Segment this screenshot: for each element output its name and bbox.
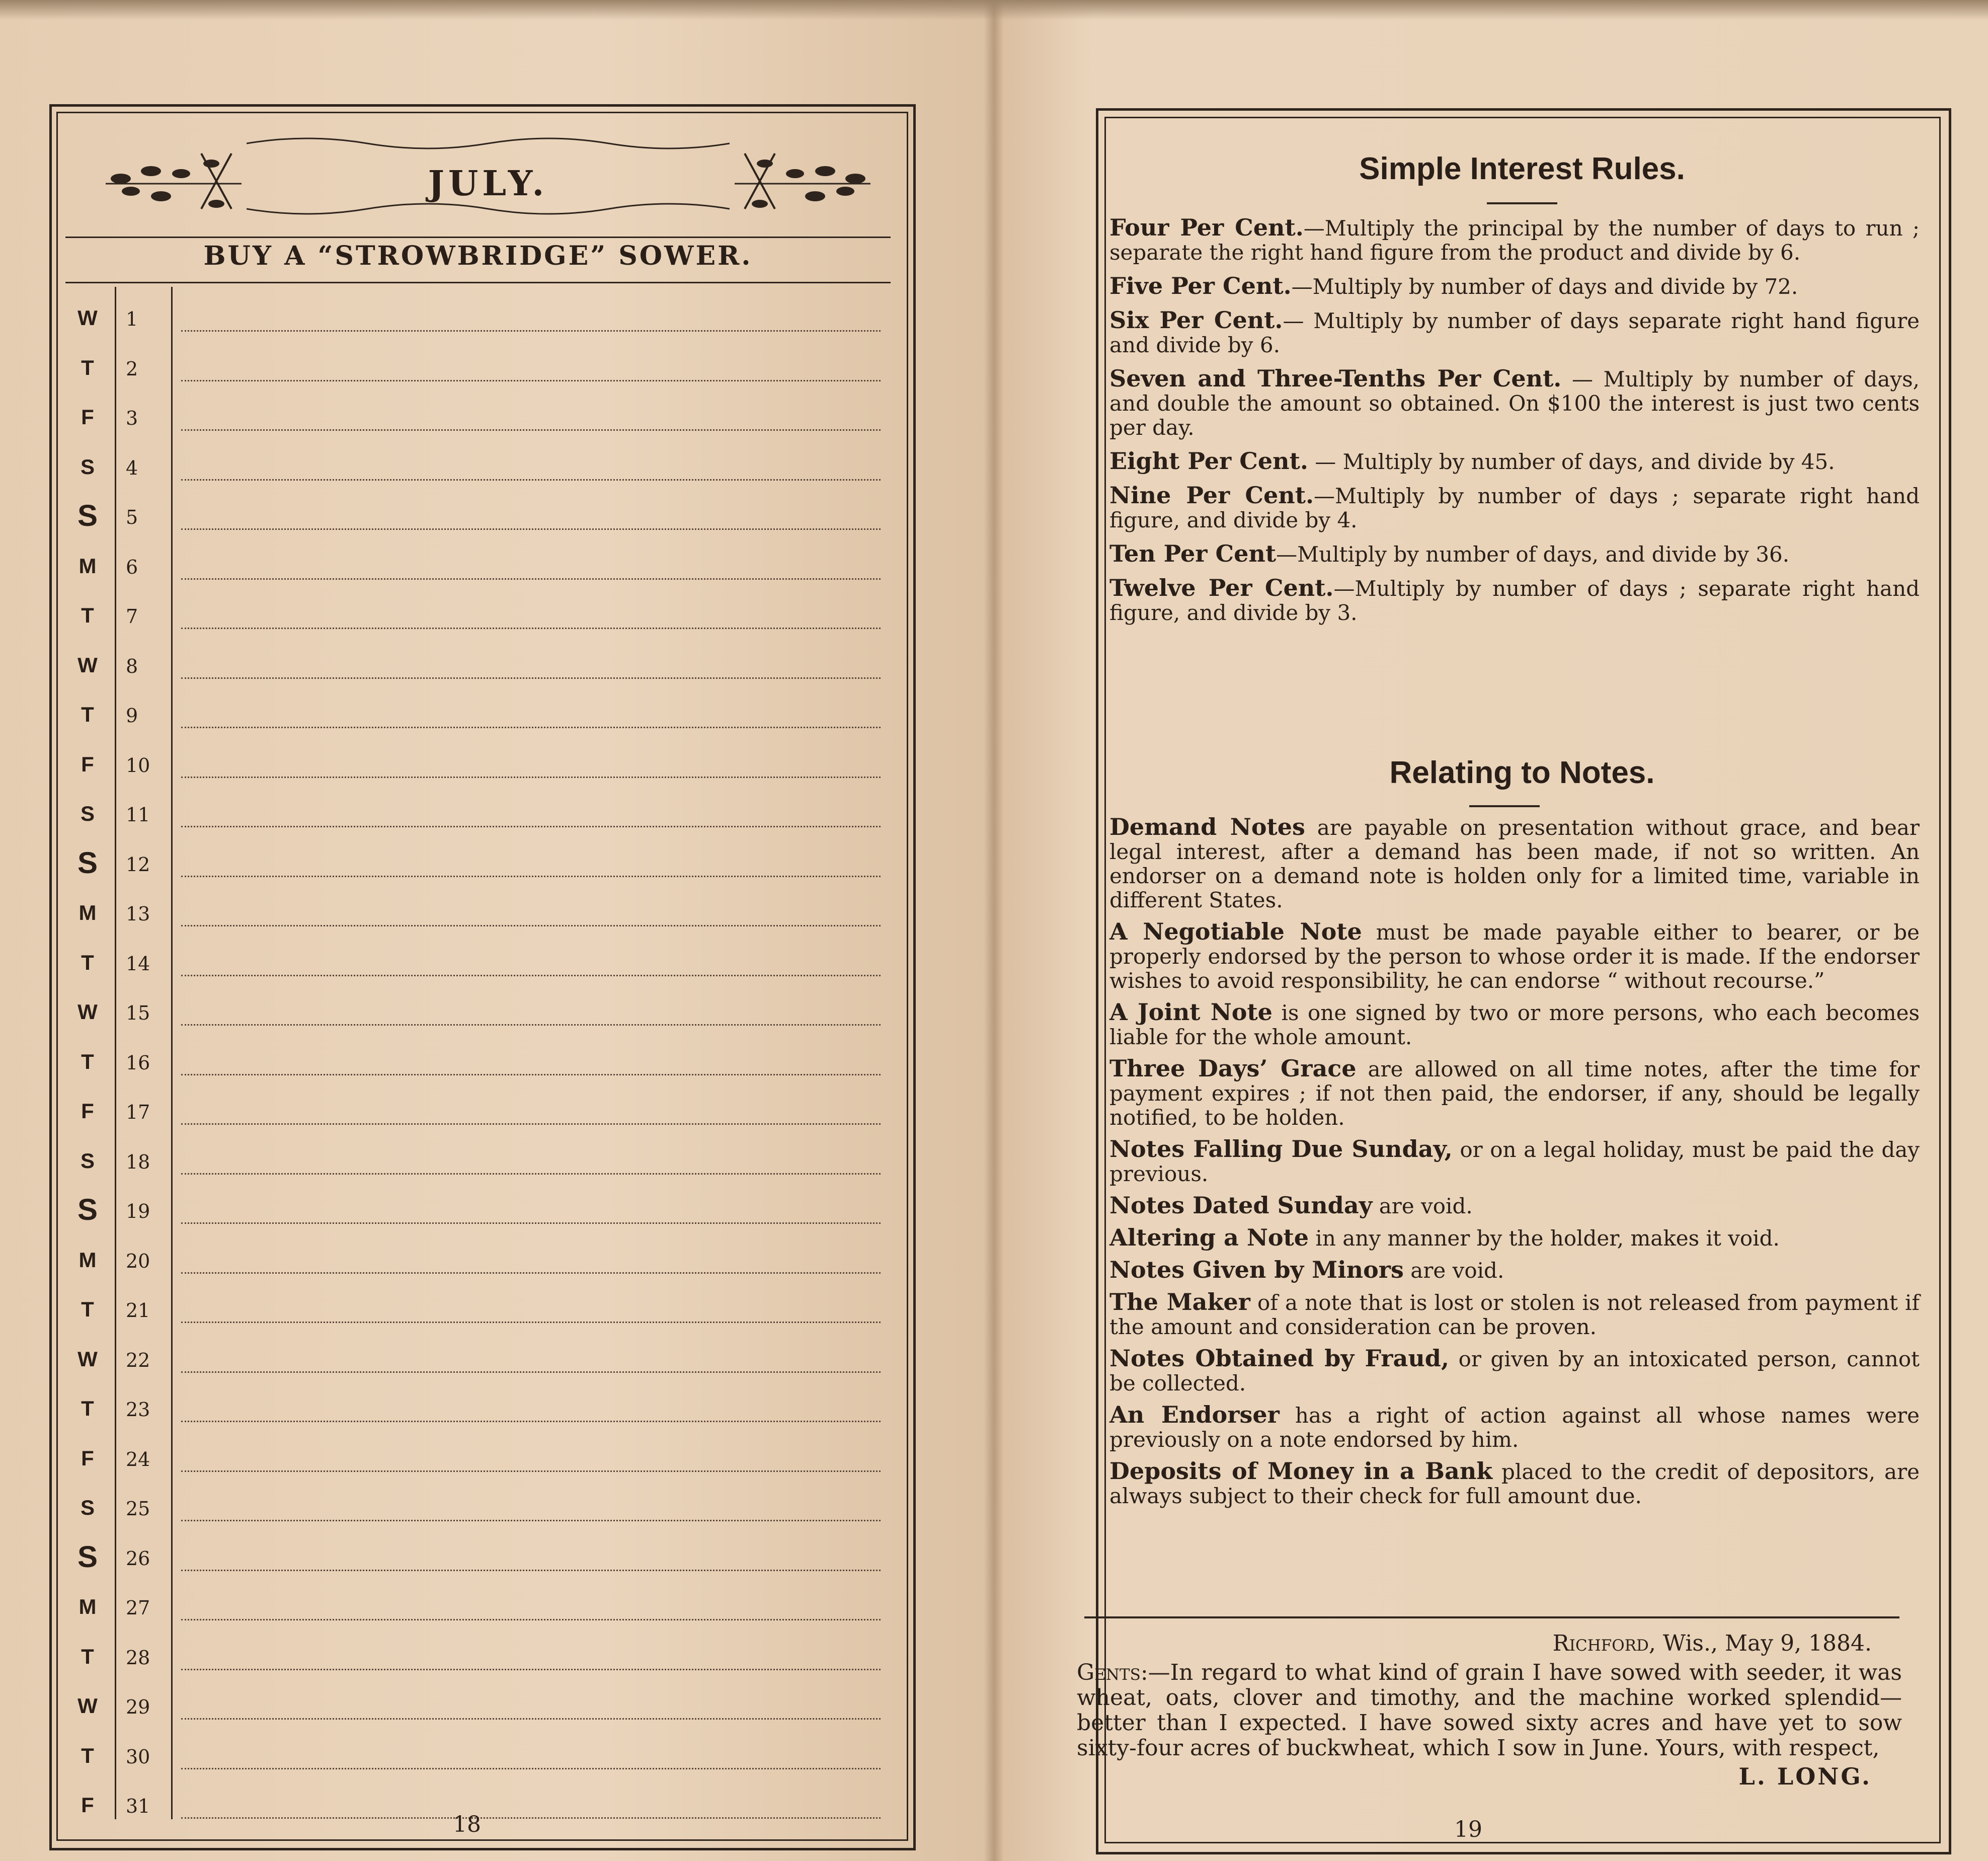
weekday-letter: S xyxy=(80,454,95,479)
weekday-letter: S xyxy=(80,802,95,825)
day-number: 30 xyxy=(126,1745,150,1768)
calendar-row xyxy=(60,495,896,546)
weekday-letter: T xyxy=(81,950,94,974)
entry-line xyxy=(181,429,881,431)
entry-line xyxy=(181,1669,881,1670)
rule-term: Twelve Per Cent. xyxy=(1109,574,1334,601)
note-rule xyxy=(1109,1258,1920,1283)
rule-text: are allowed on all time notes, after the time for payment expires ; if not then paid, the endorser, if any, should be legally notified, to be holden. xyxy=(1109,1057,1920,1130)
note-rule xyxy=(1109,919,1920,993)
testimonial-rule xyxy=(1084,1616,1899,1618)
day-number: 24 xyxy=(126,1448,150,1470)
calendar-row xyxy=(60,1041,896,1091)
entry-line xyxy=(181,1470,881,1472)
day-number: 6 xyxy=(126,556,138,578)
testimonial-salutation: Gents xyxy=(1077,1660,1141,1685)
entry-line xyxy=(181,1322,881,1323)
book-gutter xyxy=(984,0,1004,1861)
rule-text: —Multiply by number of days, and divide by 36. xyxy=(1276,542,1790,567)
calendar-row xyxy=(60,1636,896,1686)
weekday-letter: W xyxy=(77,1347,98,1371)
day-number: 16 xyxy=(126,1051,150,1074)
rule-term: Eight Per Cent. xyxy=(1109,447,1308,475)
interest-rule xyxy=(1109,541,1920,567)
day-number: 29 xyxy=(126,1696,150,1718)
interest-rules xyxy=(1109,206,1920,625)
weekday-letter: W xyxy=(77,306,98,330)
calendar-row xyxy=(60,693,896,744)
day-number: 4 xyxy=(126,456,138,479)
day-number: 20 xyxy=(126,1250,150,1272)
note-rules xyxy=(1109,808,1920,1508)
note-rule xyxy=(1109,1137,1920,1186)
interest-rule xyxy=(1109,576,1920,625)
testimonial-text: :—In regard to what kind of grain I have sowed with seeder, it was wheat, oats, clover and timothy, and the machine worked splendid—better than I expected. I have sowed sixty acres and have yet to sow sixty-four acres of buckwheat, which I sow in June. Yours, with respect, xyxy=(1077,1660,1902,1761)
calendar-row xyxy=(60,842,896,893)
day-number: 21 xyxy=(126,1299,150,1322)
calendar-row xyxy=(60,1090,896,1140)
note-rule xyxy=(1109,1225,1920,1251)
rule-text: — Multiply by number of days, and double the amount so obtained. On $100 the interest is just two cents per day. xyxy=(1109,367,1920,440)
weekday-letter: T xyxy=(81,1397,94,1420)
rule-term: Deposits of Money in a Bank xyxy=(1109,1457,1493,1485)
entry-line xyxy=(181,727,881,728)
note-rule xyxy=(1109,1403,1920,1452)
note-rule xyxy=(1109,1000,1920,1049)
day-number: 25 xyxy=(126,1498,150,1520)
rule-text: —Multiply by number of days ; separate right hand figure, and divide by 3. xyxy=(1109,576,1920,625)
calendar-row xyxy=(60,1685,896,1735)
calendar-row xyxy=(60,1288,896,1339)
rule-text: —Multiply by number of days and divide by 72. xyxy=(1291,274,1798,299)
rule-text: of a note that is lost or stolen is not released from payment if the amount and consideration can be proven. xyxy=(1109,1290,1920,1339)
rule-text: or given by an intoxicated person, cannot be collected. xyxy=(1109,1347,1920,1395)
day-number: 2 xyxy=(126,357,138,380)
weekday-letter: S xyxy=(77,845,98,880)
weekday-letter: M xyxy=(78,1595,97,1618)
day-number: 12 xyxy=(126,853,150,876)
weekday-letter: S xyxy=(80,1496,95,1519)
day-number: 31 xyxy=(126,1795,150,1817)
rule-text: —Multiply the principal by the number of days to run ; separate the right hand figure from the product and divide by 6. xyxy=(1109,216,1920,265)
rule-text: are payable on presentation without grace, and bear legal interest, after a demand has been made, if not so written. An endorser on a demand note is holden only for a limited time, variable in different States. xyxy=(1109,815,1920,912)
day-number: 3 xyxy=(126,407,138,429)
day-number: 17 xyxy=(126,1101,150,1123)
weekday-letter: S xyxy=(77,499,98,532)
entry-line xyxy=(181,1570,881,1571)
calendar-row xyxy=(60,942,896,992)
note-rule xyxy=(1109,1290,1920,1339)
entry-line xyxy=(181,975,881,976)
day-number: 1 xyxy=(126,308,138,330)
entry-line xyxy=(181,578,881,580)
rule-term: A Joint Note xyxy=(1109,998,1273,1026)
day-number: 27 xyxy=(126,1597,150,1619)
calendar-row xyxy=(60,446,896,496)
weekday-letter: S xyxy=(77,1539,98,1574)
entry-line xyxy=(181,1024,881,1026)
entry-line xyxy=(181,1421,881,1422)
weekday-letter: F xyxy=(81,1446,94,1470)
day-number: 26 xyxy=(126,1547,150,1570)
day-number: 22 xyxy=(126,1349,150,1371)
rule-text: in any manner by the holder, makes it void. xyxy=(1309,1226,1780,1251)
entry-line xyxy=(181,628,881,629)
entry-line xyxy=(181,1272,881,1274)
entry-line xyxy=(181,925,881,926)
calendar-row xyxy=(60,1536,896,1587)
notes-heading: Relating to Notes. xyxy=(1389,755,1655,790)
weekday-letter: M xyxy=(78,901,97,924)
left-page-number: 18 xyxy=(453,1812,481,1837)
book-top-edge xyxy=(0,0,1988,20)
right-leaf-ornament-icon xyxy=(730,143,876,219)
calendar-row xyxy=(60,1735,896,1785)
rule-term: Notes Falling Due Sunday, xyxy=(1109,1135,1453,1162)
interest-rule xyxy=(1109,274,1920,299)
calendar-row xyxy=(60,1338,896,1388)
month-banner xyxy=(101,133,876,224)
entry-line xyxy=(181,1619,881,1620)
calendar-row xyxy=(60,991,896,1041)
rule-term: Notes Obtained by Fraud, xyxy=(1109,1345,1449,1372)
entry-line xyxy=(181,1371,881,1373)
entry-line xyxy=(181,380,881,381)
weekday-letter: T xyxy=(81,1297,94,1321)
calendar-row xyxy=(60,545,896,595)
calendar-row xyxy=(60,594,896,645)
day-number: 14 xyxy=(126,952,150,975)
entry-line xyxy=(181,1173,881,1175)
day-number: 28 xyxy=(126,1646,150,1669)
weekday-letter: M xyxy=(78,554,97,578)
weekday-letter: F xyxy=(81,1099,94,1123)
testimonial-signature: L. LONG. xyxy=(1738,1763,1872,1790)
rule-term: Five Per Cent. xyxy=(1109,272,1292,299)
testimonial-body xyxy=(1077,1660,1902,1761)
testimonial-date: , Wis., May 9, 1884. xyxy=(1648,1631,1872,1656)
note-rule xyxy=(1109,815,1920,912)
entry-line xyxy=(181,479,881,481)
entry-line xyxy=(181,1817,881,1819)
entry-line xyxy=(181,1768,881,1769)
rule-text: has a right of action against all whose names were previously on a note endorsed by him. xyxy=(1109,1403,1920,1452)
banner-vine-top-icon xyxy=(247,133,730,153)
day-number: 9 xyxy=(126,705,138,727)
entry-line xyxy=(181,777,881,778)
rule-term: Seven and Three-Tenths Per Cent. xyxy=(1109,365,1562,392)
rule-term: Notes Dated Sunday xyxy=(1109,1192,1373,1219)
entry-line xyxy=(181,1718,881,1720)
rule-term: Three Days’ Grace xyxy=(1109,1055,1357,1082)
day-number: 19 xyxy=(126,1200,150,1222)
weekday-letter: T xyxy=(81,355,94,379)
weekday-letter: W xyxy=(77,1694,98,1718)
day-number: 8 xyxy=(126,655,138,677)
rule-term: Altering a Note xyxy=(1109,1224,1309,1251)
weekday-letter: T xyxy=(81,1644,94,1668)
calendar-row xyxy=(60,396,896,446)
day-number: 7 xyxy=(126,605,138,628)
interest-rule xyxy=(1109,308,1920,357)
entry-line xyxy=(181,528,881,530)
note-rule xyxy=(1109,1193,1920,1218)
tagline: BUY A “STROWBRIDGE” SOWER. xyxy=(203,241,753,271)
month-title: JULY. xyxy=(428,164,548,204)
weekday-letter: M xyxy=(78,1248,97,1272)
calendar-row xyxy=(60,1586,896,1636)
testimonial-dateline xyxy=(1077,1631,1872,1656)
entry-line xyxy=(181,677,881,679)
note-rule xyxy=(1109,1459,1920,1508)
calendar-row xyxy=(60,1387,896,1438)
calendar-row xyxy=(60,297,896,347)
weekday-letter: W xyxy=(77,1000,98,1024)
right-page-number: 19 xyxy=(1454,1817,1482,1842)
rule-text: —Multiply by number of days ; separate right hand figure, and divide by 4. xyxy=(1109,484,1920,532)
notes-heading-rule xyxy=(1469,805,1540,807)
rule-text: — Multiply by number of days, and divide by 45. xyxy=(1308,449,1835,474)
interest-rule xyxy=(1109,483,1920,532)
tagline-bottom-rule xyxy=(65,282,891,283)
calendar-row xyxy=(60,644,896,694)
rule-term: Ten Per Cent xyxy=(1109,540,1277,567)
testimonial-place: Richford xyxy=(1552,1631,1649,1656)
interest-heading: Simple Interest Rules. xyxy=(1359,151,1685,186)
rule-term: Demand Notes xyxy=(1109,813,1305,840)
entry-line xyxy=(181,1123,881,1125)
rule-term: Four Per Cent. xyxy=(1109,214,1304,241)
interest-rule xyxy=(1109,366,1920,440)
calendar-row xyxy=(60,793,896,843)
rule-term: Notes Given by Minors xyxy=(1109,1256,1404,1283)
day-number: 18 xyxy=(126,1150,150,1173)
rule-text: are void. xyxy=(1372,1194,1473,1218)
rule-text: are void. xyxy=(1403,1258,1504,1283)
entry-line xyxy=(181,1520,881,1521)
note-rule xyxy=(1109,1056,1920,1130)
weekday-letter: W xyxy=(77,653,98,677)
weekday-letter: S xyxy=(80,1148,95,1173)
rule-term: An Endorser xyxy=(1109,1401,1280,1428)
rule-text: placed to the credit of depositors, are always subject to their check for full amount due. xyxy=(1109,1459,1920,1508)
weekday-letter: T xyxy=(81,603,94,627)
entry-line xyxy=(181,330,881,332)
rule-term: A Negotiable Note xyxy=(1109,918,1362,945)
weekday-letter: F xyxy=(81,752,94,776)
calendar-row xyxy=(60,1437,896,1488)
rule-term: Nine Per Cent. xyxy=(1109,482,1314,509)
calendar-row xyxy=(60,347,896,397)
note-rule xyxy=(1109,1346,1920,1395)
day-number: 23 xyxy=(126,1399,150,1421)
rule-term: The Maker xyxy=(1109,1288,1250,1315)
testimonial xyxy=(1077,1631,1902,1790)
rule-text: must be made payable either to bearer, or be properly endorsed by the person to whose order it is made. If the endorser wishes to avoid responsibility, he can endorse “ without recourse.” xyxy=(1109,920,1920,993)
interest-rule xyxy=(1109,449,1920,474)
day-number: 15 xyxy=(126,1002,150,1024)
calendar-row xyxy=(60,1239,896,1289)
calendar-row xyxy=(60,1487,896,1537)
entry-line xyxy=(181,1074,881,1075)
interest-heading-rule xyxy=(1487,202,1557,204)
weekday-letter: T xyxy=(81,1049,94,1073)
rule-text: or on a legal holiday, must be paid the day previous. xyxy=(1109,1137,1920,1186)
day-number: 5 xyxy=(126,506,138,528)
rule-text: is one signed by two or more persons, who each becomes liable for the whole amount. xyxy=(1109,1000,1920,1049)
interest-rule xyxy=(1109,215,1920,265)
weekday-letter: T xyxy=(81,703,94,726)
calendar-row xyxy=(60,892,896,942)
day-number: 13 xyxy=(126,903,150,925)
weekday-letter: S xyxy=(77,1193,98,1226)
calendar-row xyxy=(60,1189,896,1239)
entry-line xyxy=(181,826,881,827)
entry-line xyxy=(181,1222,881,1224)
day-number: 11 xyxy=(126,804,150,826)
rule-term: Six Per Cent. xyxy=(1109,306,1283,334)
calendar-row xyxy=(60,1140,896,1190)
tagline-top-rule xyxy=(65,237,891,238)
weekday-letter: T xyxy=(81,1743,94,1767)
entry-line xyxy=(181,876,881,877)
weekday-letter: F xyxy=(81,405,94,429)
day-number: 10 xyxy=(126,754,150,777)
rule-text: — Multiply by number of days separate right hand figure and divide by 6. xyxy=(1109,308,1920,357)
weekday-letter: F xyxy=(81,1793,94,1817)
calendar-row xyxy=(60,743,896,794)
